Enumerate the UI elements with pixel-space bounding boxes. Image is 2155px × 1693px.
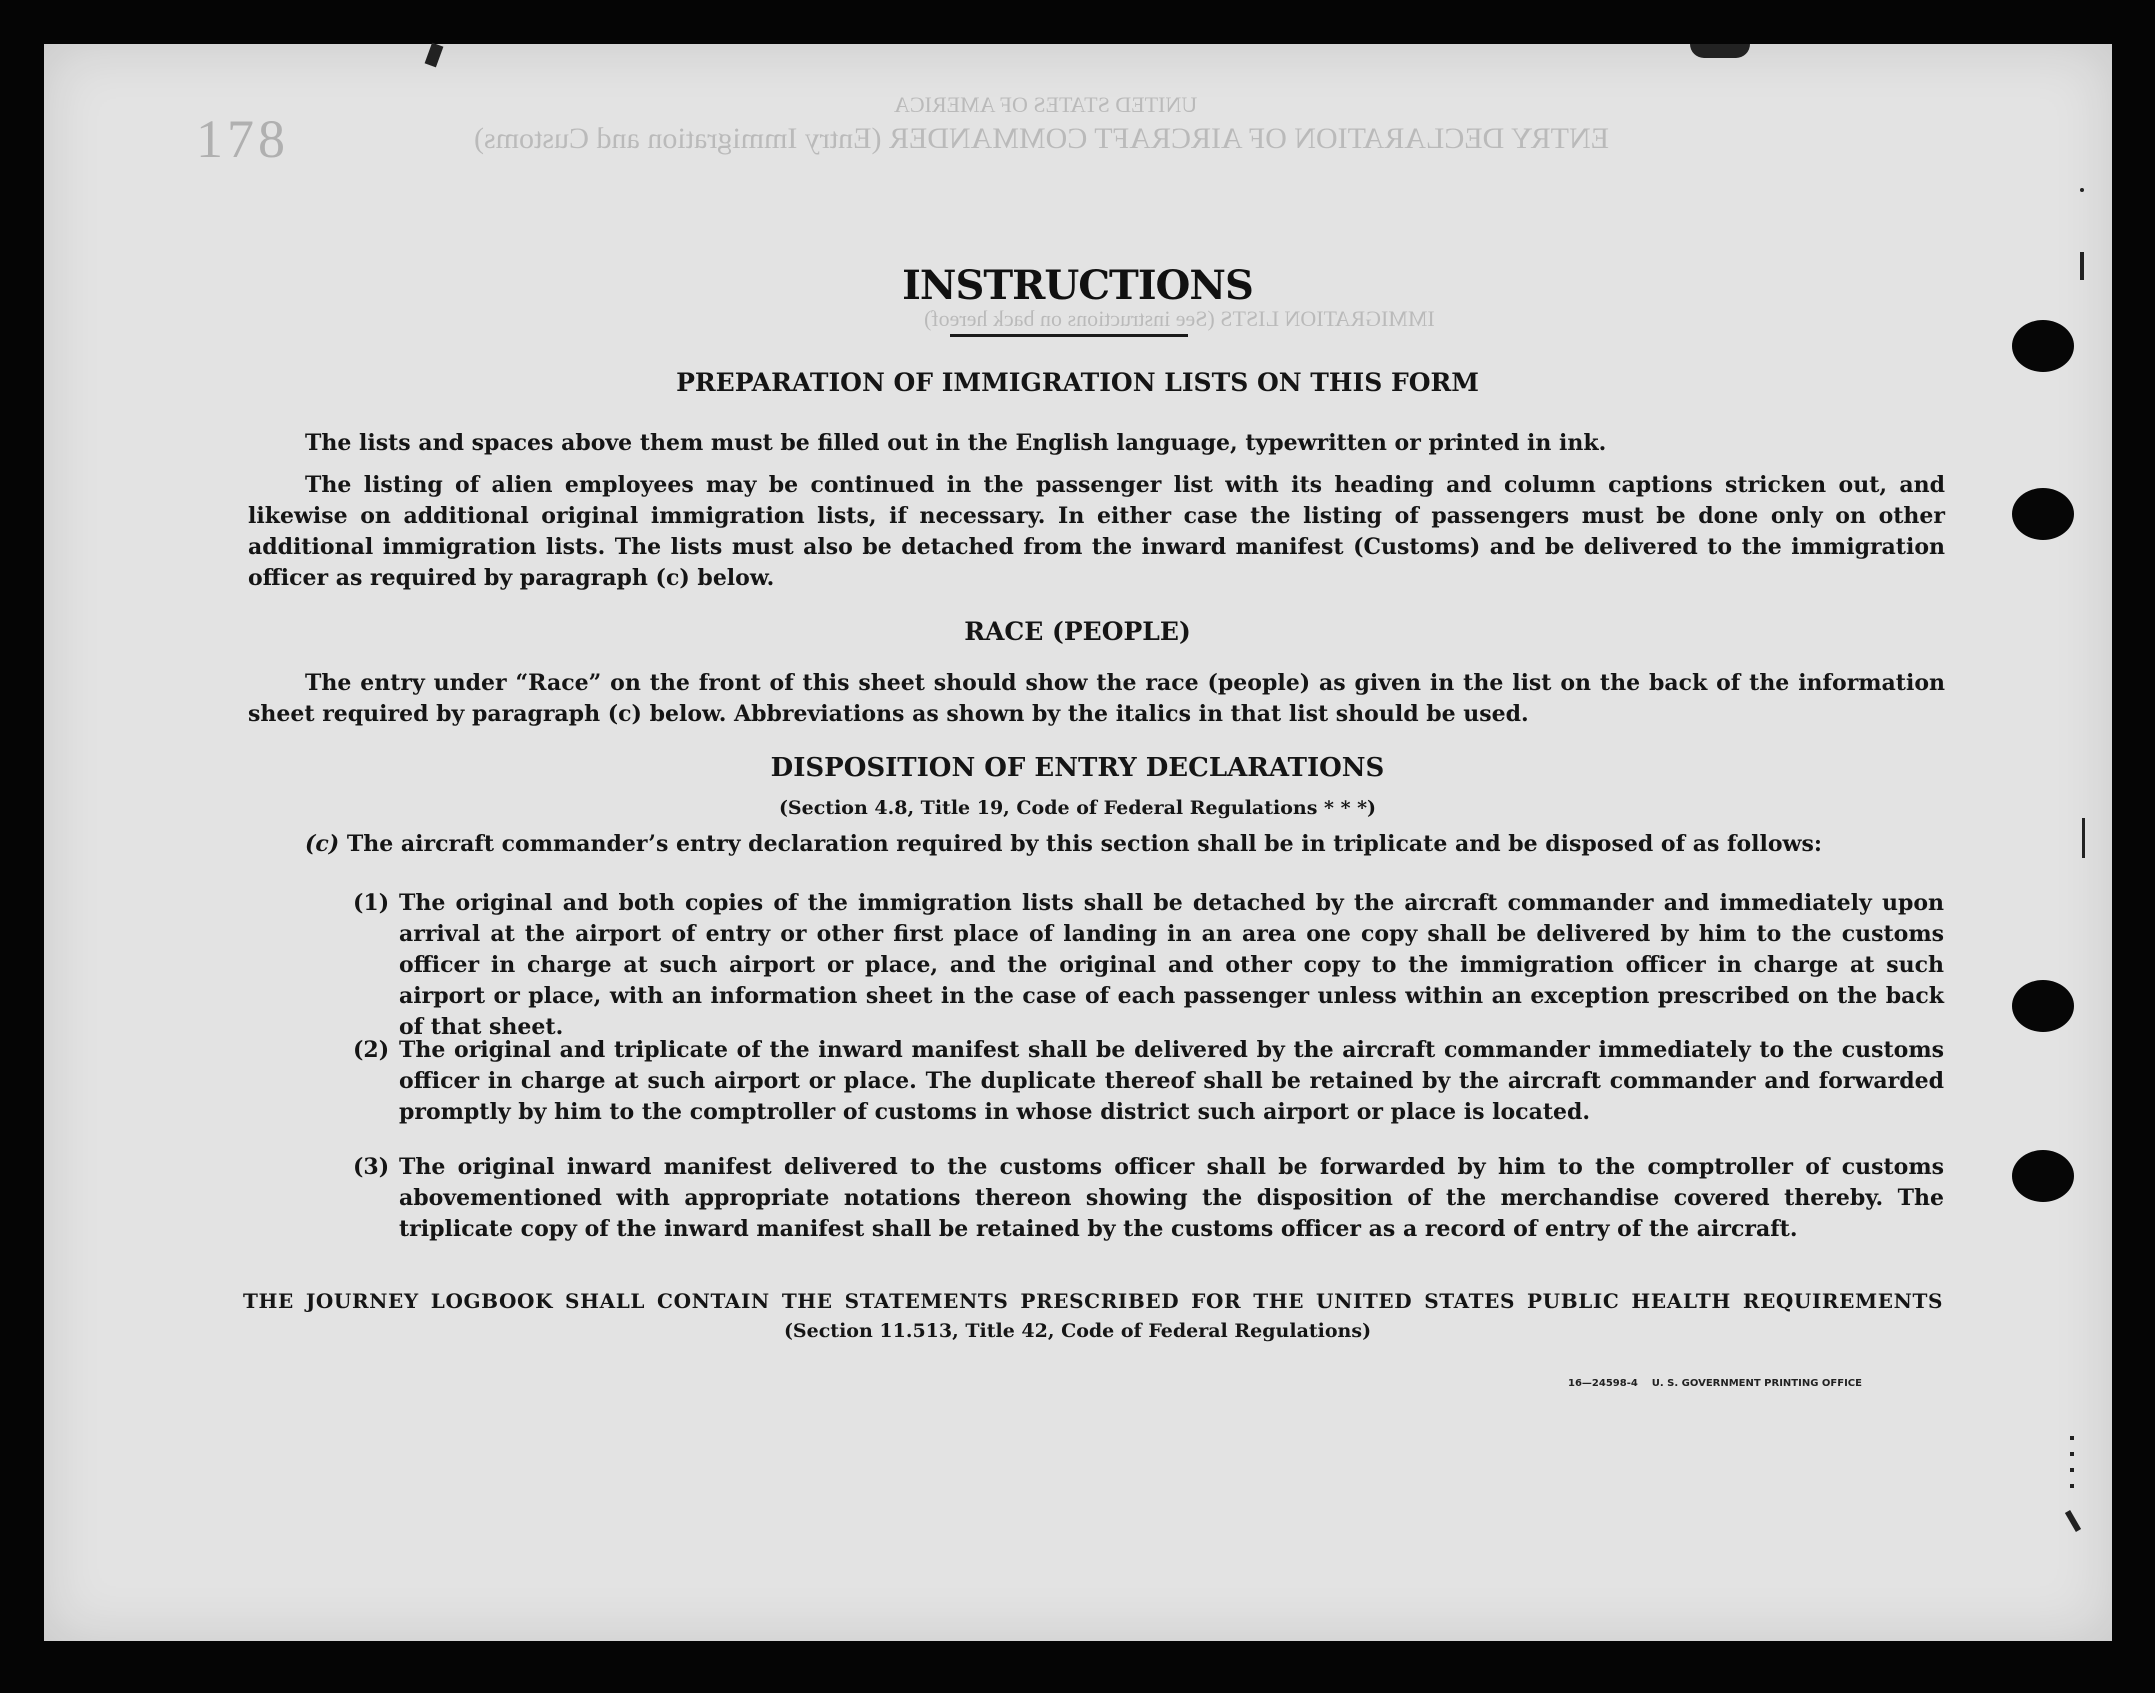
list-item	[353, 1035, 1944, 1128]
race-paragraph: The entry under “Race” on the front of this sheet should show the race (people) as given in the list on the back of the information sheet required by paragraph (c) below. Abbreviations as shown by the italics in that list should be used.	[248, 670, 1945, 727]
list-item	[353, 1152, 1944, 1245]
handwritten-page-number: 178	[196, 109, 289, 169]
bleed-through-line-1: UNITED STATES OF AMERICA	[894, 92, 1198, 117]
bleed-through-line-2: ENTRY DECLARATION OF AIRCRAFT COMMANDER (Entry Immigration and Customs)	[474, 122, 1610, 155]
edge-mark	[2082, 818, 2085, 858]
list-item	[353, 888, 1944, 1043]
list-item-text: The original and both copies of the immigration lists shall be detached by the aircraft commander and immediately upon arrival at the airport of entry or other first place of landing in an area one copy shall be delivered by him to the customs officer in charge at such airport or place, and the original and other copy to the immigration officer in charge at such airport or place, with an information sheet in the case of each passenger unless within an exception prescribed on the back of that sheet.	[399, 890, 1944, 1040]
edge-mark	[425, 43, 444, 68]
edge-mark	[2065, 1510, 2081, 1532]
edge-mark	[2080, 252, 2084, 280]
disposition-intro	[305, 829, 1945, 860]
health-citation: (Section 11.513, Title 42, Code of Federal Regulations)	[783, 1320, 1372, 1342]
disposition-intro-text: The aircraft commander’s entry declaration required by this section shall be in triplicate and be disposed of as follows:	[346, 831, 1822, 857]
section-heading-preparation: PREPARATION OF IMMIGRATION LISTS ON THIS FORM	[676, 368, 1479, 397]
list-item-text: The original inward manifest delivered to the customs officer shall be forwarded by him to the comptroller of customs abovementioned with appropriate notations thereon showing the disposition of the merchandise covered thereby. The triplicate copy of the inward manifest shall be retained by the customs officer as a record of entry of the aircraft.	[399, 1154, 1944, 1242]
title-underline	[950, 334, 1188, 337]
preparation-paragraph-1: The lists and spaces above them must be filled out in the English language, typewritten or printed in ink.	[305, 430, 1607, 456]
list-item-number: (1)	[353, 890, 390, 916]
section-heading-disposition: DISPOSITION OF ENTRY DECLARATIONS	[770, 753, 1385, 783]
list-item-number: (3)	[353, 1154, 390, 1180]
paragraph-label: (c)	[305, 831, 340, 857]
preparation-paragraph-2: The listing of alien employees may be continued in the passenger list with its heading and column captions stricken out, and likewise on additional original immigration lists, if necessary. In either case the listing of passengers must be done only on other additional immigration lists. The lists must also be detached from the inward manifest (Customs) and be delivered to the immigration officer as required by paragraph (c) below.	[248, 472, 1945, 591]
printer-name: U. S. GOVERNMENT PRINTING OFFICE	[1651, 1378, 1862, 1389]
page-title: INSTRUCTIONS	[902, 262, 1253, 309]
edge-mark	[2070, 1436, 2074, 1496]
bleed-through-line-3: IMMIGRATION LISTS (See instructions on back hereof)	[924, 306, 1435, 331]
list-item-number: (2)	[353, 1037, 390, 1063]
disposition-citation: (Section 4.8, Title 19, Code of Federal Regulations * * *)	[778, 797, 1377, 819]
edge-mark	[1690, 44, 1750, 58]
print-code: 16—24598-4	[1568, 1378, 1638, 1389]
list-item-text: The original and triplicate of the inward manifest shall be delivered by the aircraft commander immediately to the customs officer in charge at such airport or place. The duplicate thereof shall be retained by the aircraft commander and forwarded promptly by him to the comptroller of customs in whose district such airport or place is located.	[399, 1037, 1944, 1125]
section-heading-race: RACE (PEOPLE)	[964, 617, 1191, 646]
printer-imprint	[1568, 1378, 1862, 1389]
edge-mark	[2080, 188, 2084, 192]
health-requirements-statement: THE JOURNEY LOGBOOK SHALL CONTAIN THE STATEMENTS PRESCRIBED FOR THE UNITED STATES PUBLIC HEALTH REQUIREMENTS	[243, 1289, 1943, 1313]
